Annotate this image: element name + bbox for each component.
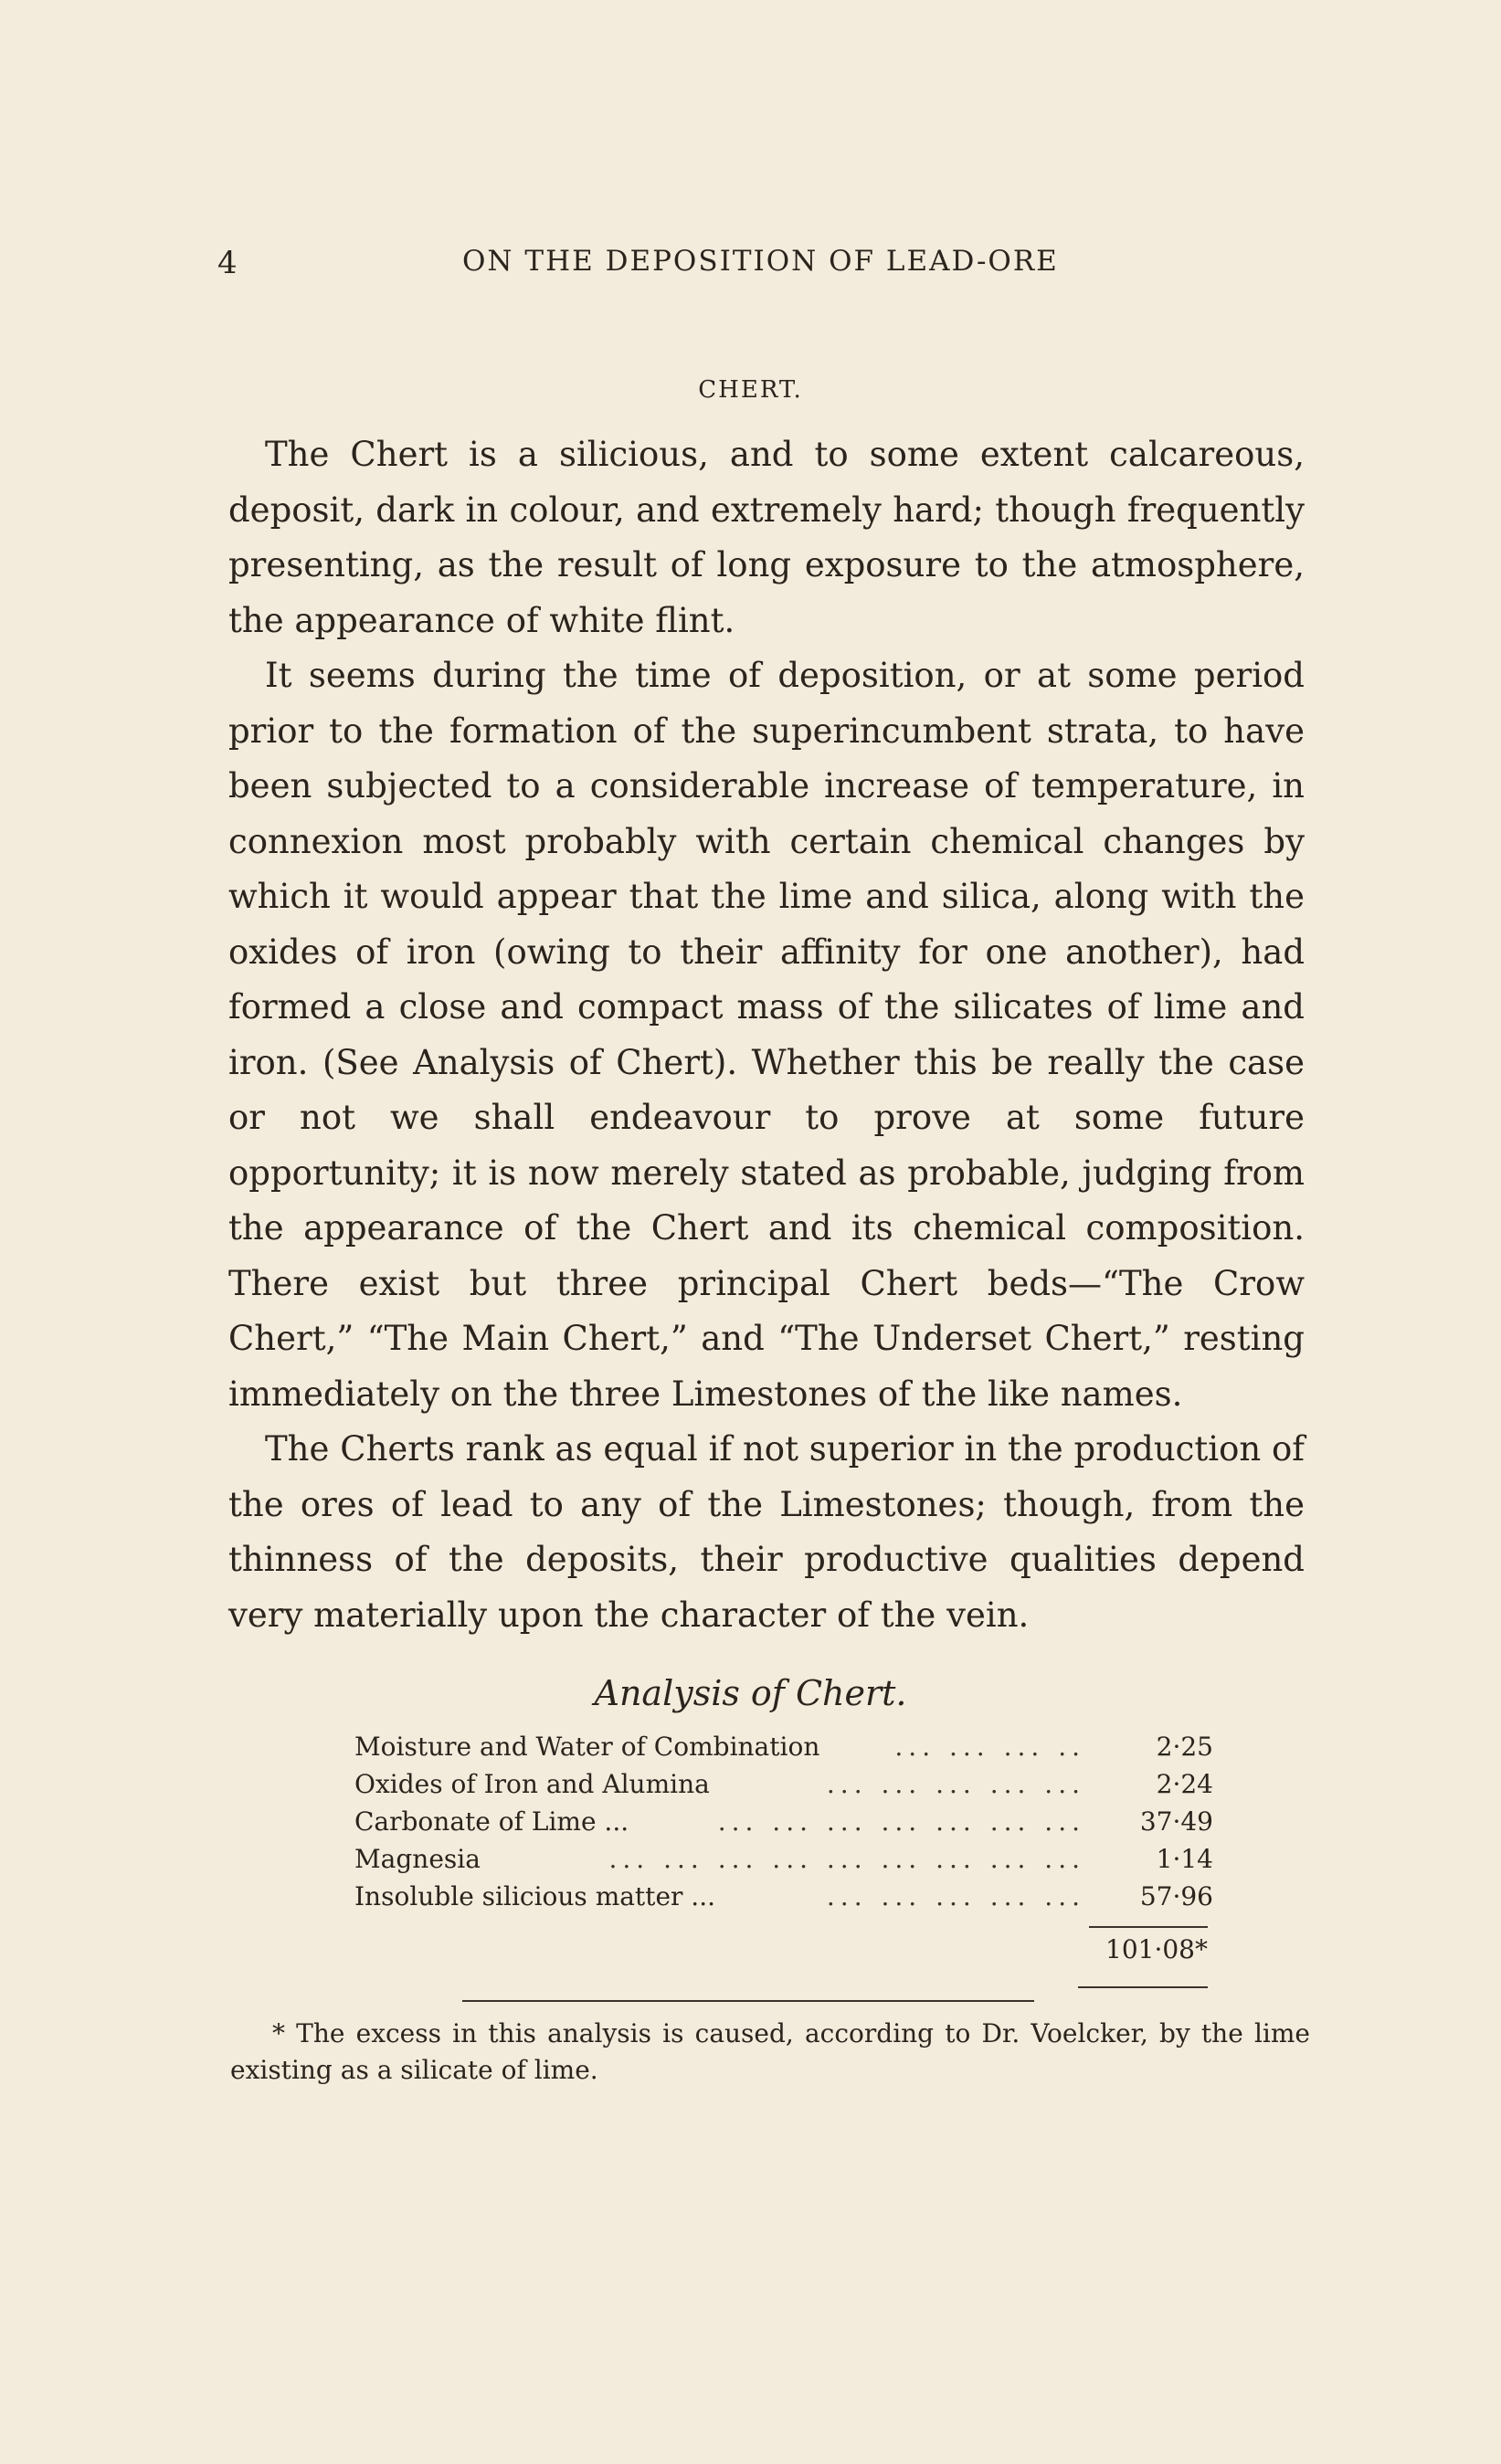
row-label: Oxides of Iron and Alumina <box>354 1769 710 1799</box>
sum-rule <box>1089 1926 1208 1928</box>
section-title: CHERT. <box>698 376 803 404</box>
analysis-row <box>354 1732 1213 1769</box>
analysis-row <box>354 1806 1213 1844</box>
page-number: 4 <box>217 245 238 281</box>
leader-dots: ... ... ... .. <box>894 1732 1085 1762</box>
row-value: 1·14 <box>1156 1844 1213 1874</box>
analysis-table <box>354 1732 1213 1919</box>
row-value: 2·24 <box>1156 1769 1213 1799</box>
paragraph: The Cherts rank as equal if not superior in the production of the ores of lead to any of the Limestones; though, from the thinness of the deposits, their productive qualities depend very materially upon the character of the vein. <box>228 1429 1305 1635</box>
analysis-title: Analysis of Chert. <box>594 1673 907 1713</box>
analysis-row <box>354 1844 1213 1881</box>
analysis-total: 101·08* <box>1105 1934 1208 1964</box>
body-text <box>228 427 1305 1643</box>
row-label: Insoluble silicious matter ... <box>354 1881 715 1911</box>
analysis-row <box>354 1769 1213 1806</box>
row-value: 57·96 <box>1139 1881 1213 1911</box>
row-label: Magnesia <box>354 1844 481 1874</box>
leader-dots: ... ... ... ... ... <box>826 1769 1085 1799</box>
total-underline <box>1078 1986 1208 1988</box>
analysis-row <box>354 1881 1213 1919</box>
row-label: Moisture and Water of Combination <box>354 1732 820 1762</box>
footnote-rule <box>462 2000 1034 2002</box>
row-value: 2·25 <box>1156 1732 1213 1762</box>
footnote: * The excess in this analysis is caused, according to Dr. Voelcker, by the lime existing as a silicate of lime. <box>230 2018 1310 2085</box>
page-header <box>217 245 1131 285</box>
leader-dots: ... ... ... ... ... ... ... ... ... <box>608 1844 1085 1874</box>
paragraph: It seems during the time of deposition, or at some period prior to the formation of the superincumbent strata, to have been subjected to a considerable increase of temperature, in connexion most probably with certain chemical changes by which it would appear that the lime and silica, along with the oxides of iron (owing to their affinity for one another), had formed a close and compact mass of the silicates of lime and iron. (See Analysis of Chert). Whether this be really the case or not we shall endeavour to prove at some future opportunity; it is now merely stated as probable, judging from the appearance of the Chert and its chemical composition. There exist but three principal Chert beds—“The Crow Chert,” “The Main Chert,” and “The Underset Chert,” resting immediately on the three Limestones of the like names. <box>228 656 1305 1414</box>
leader-dots: ... ... ... ... ... <box>826 1881 1085 1911</box>
running-title: ON THE DEPOSITION OF LEAD-ORE <box>462 245 1059 278</box>
row-value: 37·49 <box>1139 1806 1213 1837</box>
leader-dots: ... ... ... ... ... ... ... <box>717 1806 1085 1837</box>
paragraph: The Chert is a silicious, and to some extent calcareous, deposit, dark in colour, and extremely hard; though frequently presenting, as the result of long exposure to the atmosphere, the appearance of white flint. <box>228 435 1305 640</box>
row-label: Carbonate of Lime ... <box>354 1806 629 1837</box>
